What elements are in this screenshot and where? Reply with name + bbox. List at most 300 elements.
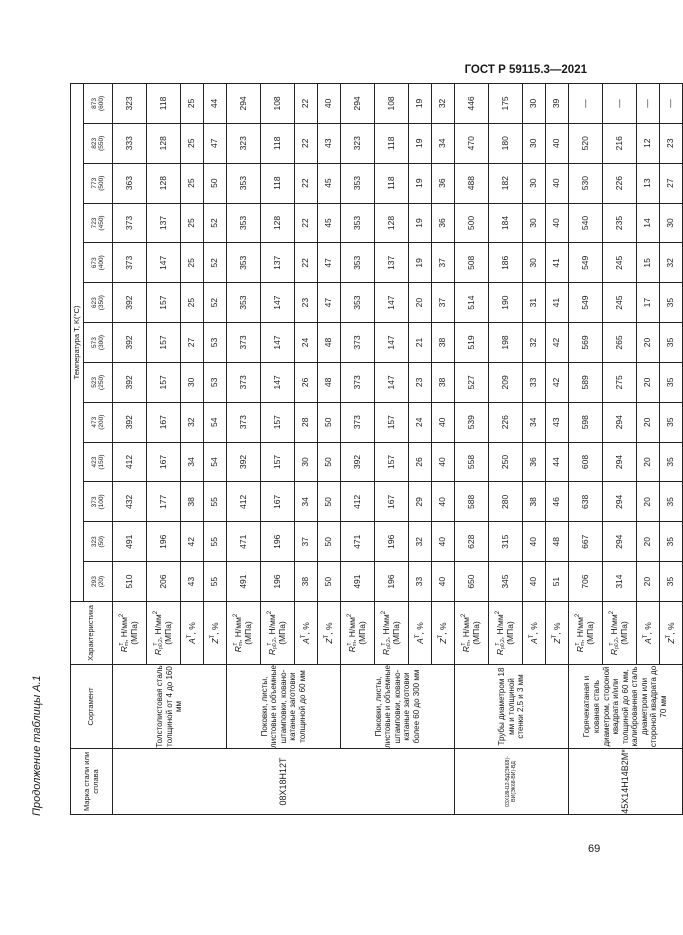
value-cell: 628 [455,522,489,562]
value-cell: 108 [375,84,409,124]
value-cell: 20 [637,362,660,402]
value-cell: 500 [455,203,489,243]
value-cell: 539 [455,402,489,442]
value-cell: 392 [113,362,147,402]
value-cell: 353 [227,243,261,283]
value-cell: 26 [295,362,318,402]
value-cell: 23 [409,362,432,402]
value-cell: 50 [318,402,341,442]
value-cell: 520 [569,123,603,163]
value-cell: 175 [489,84,523,124]
value-cell: 186 [489,243,523,283]
value-cell: 35 [660,362,683,402]
value-cell: 549 [569,243,603,283]
value-cell: 314 [603,562,637,602]
characteristic-cell: $A^T$, % [637,602,660,665]
value-cell: 25 [181,203,204,243]
value-cell: 412 [341,482,375,522]
value-cell: 44 [204,84,227,124]
value-cell: 491 [227,562,261,602]
value-cell: 39 [546,84,569,124]
value-cell: 30 [660,203,683,243]
value-cell: 41 [546,243,569,283]
value-cell: 488 [455,163,489,203]
temperature-header: 873 (600) [84,84,113,124]
value-cell: 118 [261,123,295,163]
value-cell: 294 [227,84,261,124]
value-cell: 650 [455,562,489,602]
value-cell: 45 [318,203,341,243]
characteristic-cell: $A^T$, % [409,602,432,665]
characteristic-cell: R T p0,2 , $Н/мм^2$ (МПа) [375,602,409,665]
value-cell: 25 [181,283,204,323]
value-cell: 30 [295,442,318,482]
characteristic-cell: $Z^T$, % [204,602,227,665]
value-cell: 527 [455,362,489,402]
value-cell: 48 [318,362,341,402]
value-cell: 12 [637,123,660,163]
value-cell: 558 [455,442,489,482]
value-cell: 42 [546,323,569,363]
value-cell: 40 [546,163,569,203]
value-cell: 353 [341,203,375,243]
value-cell: 275 [603,362,637,402]
value-cell: 29 [409,482,432,522]
value-cell: 147 [375,283,409,323]
value-cell: 196 [147,522,181,562]
value-cell: 25 [181,84,204,124]
value-cell: 34 [181,442,204,482]
value-cell: 167 [147,402,181,442]
value-cell: 19 [409,243,432,283]
value-cell: 294 [603,442,637,482]
value-cell: 27 [181,323,204,363]
value-cell: 157 [261,402,295,442]
characteristic-cell: R T m , $Н/мм^2$ (МПа) [227,602,261,665]
value-cell: 35 [660,522,683,562]
value-cell: 373 [227,362,261,402]
value-cell: 40 [318,84,341,124]
value-cell: 30 [181,362,204,402]
value-cell: 32 [181,402,204,442]
value-cell: 588 [455,482,489,522]
value-cell: 471 [227,522,261,562]
value-cell: 198 [489,323,523,363]
value-cell: 30 [523,84,546,124]
value-cell: 471 [341,522,375,562]
value-cell: 137 [261,243,295,283]
value-cell: 52 [204,283,227,323]
value-cell: 40 [432,562,455,602]
characteristic-cell: R T m , $Н/мм^2$ (МПа) [341,602,375,665]
value-cell: 353 [341,163,375,203]
value-cell: 147 [375,362,409,402]
value-cell: 34 [523,402,546,442]
value-cell: 54 [204,442,227,482]
value-cell: 32 [432,84,455,124]
header-characteristic: Характеристика [71,602,113,665]
value-cell: 157 [147,283,181,323]
value-cell: 167 [261,482,295,522]
value-cell: 470 [455,123,489,163]
value-cell: 128 [375,203,409,243]
temperature-header: 723 (450) [84,203,113,243]
value-cell: 157 [375,402,409,442]
value-cell: 157 [261,442,295,482]
value-cell: 40 [523,522,546,562]
value-cell: 46 [546,482,569,522]
characteristic-cell: $Z^T$, % [660,602,683,665]
value-cell: 47 [318,243,341,283]
value-cell: 216 [603,123,637,163]
value-cell: 24 [409,402,432,442]
value-cell: 47 [204,123,227,163]
value-cell: 157 [375,442,409,482]
table-row [455,84,489,815]
value-cell: 43 [546,402,569,442]
value-cell: 22 [295,163,318,203]
value-cell: 50 [318,442,341,482]
temperature-header: 323 (50) [84,522,113,562]
value-cell: 53 [204,362,227,402]
value-cell: 667 [569,522,603,562]
value-cell: 48 [318,323,341,363]
value-cell: 27 [660,163,683,203]
value-cell: 37 [295,522,318,562]
value-cell: 40 [432,442,455,482]
characteristic-cell: R T p0,2 , $Н/мм^2$ (МПа) [261,602,295,665]
value-cell: 40 [523,562,546,602]
value-cell: 373 [113,243,147,283]
value-cell: 23 [295,283,318,323]
value-cell: 40 [432,482,455,522]
characteristic-cell: R T p0,2 , $Н/мм^2$ (МПа) [489,602,523,665]
value-cell: 294 [603,522,637,562]
value-cell: 53 [204,323,227,363]
header-grade: Марка стали или сплава [71,749,113,815]
value-cell: 514 [455,283,489,323]
value-cell: 50 [204,163,227,203]
value-cell: 519 [455,323,489,363]
value-cell: 20 [637,323,660,363]
value-cell: 38 [432,323,455,363]
value-cell: 373 [113,203,147,243]
value-cell: 137 [375,243,409,283]
value-cell: 43 [181,562,204,602]
value-cell: 19 [409,203,432,243]
page-number: 69 [588,843,601,855]
sort-cell: Горячекатаная и кованая сталь диаметром, стороной квадрата и/или толщиной до 60 мм, калиброванная сталь диаметром или стороной квадрата до 70 мм [569,665,683,749]
value-cell: 373 [227,323,261,363]
value-cell: 315 [489,522,523,562]
value-cell: 55 [204,522,227,562]
value-cell: 373 [341,402,375,442]
value-cell: 118 [375,163,409,203]
value-cell: 54 [204,402,227,442]
value-cell: 147 [147,243,181,283]
value-cell: 32 [660,243,683,283]
value-cell: 392 [113,283,147,323]
characteristic-cell: $A^T$, % [295,602,318,665]
grade-cell: 45Х14Н14В2М* [569,749,683,815]
value-cell: — [637,84,660,124]
temperature-header: 523 (250) [84,362,113,402]
value-cell: 180 [489,123,523,163]
value-cell: 196 [261,562,295,602]
value-cell: 25 [181,163,204,203]
value-cell: 209 [489,362,523,402]
value-cell: 55 [204,562,227,602]
value-cell: 167 [375,482,409,522]
value-cell: 50 [318,482,341,522]
value-cell: 177 [147,482,181,522]
value-cell: 40 [432,402,455,442]
temperature-header: 773 (500) [84,163,113,203]
value-cell: 21 [409,323,432,363]
grade-cell: 08Х18Н12Т [113,749,455,815]
value-cell: 50 [318,522,341,562]
value-cell: 323 [113,84,147,124]
value-cell: 34 [432,123,455,163]
value-cell: 294 [341,84,375,124]
value-cell: 22 [295,243,318,283]
characteristic-cell: $Z^T$, % [546,602,569,665]
value-cell: 38 [295,562,318,602]
value-cell: 147 [375,323,409,363]
value-cell: 55 [204,482,227,522]
value-cell: 245 [603,283,637,323]
value-cell: 47 [318,283,341,323]
value-cell: 706 [569,562,603,602]
value-cell: 235 [603,203,637,243]
value-cell: 137 [147,203,181,243]
value-cell: 32 [409,522,432,562]
value-cell: 51 [546,562,569,602]
value-cell: 45 [318,163,341,203]
value-cell: 20 [637,442,660,482]
value-cell: 38 [432,362,455,402]
value-cell: 373 [341,362,375,402]
value-cell: 48 [546,522,569,562]
value-cell: 128 [147,163,181,203]
value-cell: 38 [181,482,204,522]
value-cell: 549 [569,283,603,323]
value-cell: 43 [318,123,341,163]
value-cell: 19 [409,123,432,163]
value-cell: 294 [603,482,637,522]
value-cell: 432 [113,482,147,522]
temperature-header: 623 (350) [84,283,113,323]
value-cell: — [660,84,683,124]
characteristic-cell: $Z^T$, % [318,602,341,665]
value-cell: 14 [637,203,660,243]
value-cell: 353 [227,283,261,323]
value-cell: 20 [409,283,432,323]
value-cell: 530 [569,163,603,203]
value-cell: 30 [523,163,546,203]
table-row [341,84,375,815]
value-cell: 182 [489,163,523,203]
value-cell: 412 [227,482,261,522]
value-cell: 353 [227,163,261,203]
characteristic-cell: $A^T$, % [181,602,204,665]
temperature-header: 573 (300) [84,323,113,363]
value-cell: 50 [318,562,341,602]
temperature-header: 823 (550) [84,123,113,163]
value-cell: 37 [432,243,455,283]
value-cell: 245 [603,243,637,283]
value-cell: 345 [489,562,523,602]
value-cell: 265 [603,323,637,363]
value-cell: 35 [660,482,683,522]
value-cell: 118 [261,163,295,203]
value-cell: — [569,84,603,124]
value-cell: 323 [227,123,261,163]
value-cell: 42 [546,362,569,402]
value-cell: 118 [375,123,409,163]
value-cell: 52 [204,203,227,243]
table-row [113,84,147,815]
value-cell: 196 [375,562,409,602]
value-cell: 35 [660,442,683,482]
value-cell: 52 [204,243,227,283]
value-cell: 32 [523,323,546,363]
value-cell: 17 [637,283,660,323]
rotated-table-container [70,83,676,815]
value-cell: 206 [147,562,181,602]
value-cell: 13 [637,163,660,203]
value-cell: 36 [523,442,546,482]
table-continuation-caption: Продолжение таблицы А.1 [31,675,43,816]
temperature-header: 373 (100) [84,482,113,522]
value-cell: 446 [455,84,489,124]
value-cell: 323 [341,123,375,163]
value-cell: 491 [113,522,147,562]
value-cell: 25 [181,243,204,283]
value-cell: 40 [432,522,455,562]
value-cell: 353 [227,203,261,243]
value-cell: 35 [660,283,683,323]
value-cell: 167 [147,442,181,482]
value-cell: 226 [603,163,637,203]
table-row [227,84,261,815]
value-cell: 33 [409,562,432,602]
header-sort: Сортамент [71,665,113,749]
value-cell: 250 [489,442,523,482]
header-temperature: Температура T, K(°C) [71,84,84,602]
value-cell: 35 [660,402,683,442]
sort-cell: Поковки, листы, листовые и объемные штамповки, ковано-катаные заготовки толщиной до 60 мм [227,665,341,749]
value-cell: 22 [295,123,318,163]
value-cell: 19 [409,163,432,203]
value-cell: 30 [523,203,546,243]
value-cell: 569 [569,323,603,363]
value-cell: 589 [569,362,603,402]
value-cell: 30 [523,243,546,283]
value-cell: 226 [489,402,523,442]
temperature-header: 293 (20) [84,562,113,602]
value-cell: 26 [409,442,432,482]
value-cell: 20 [637,562,660,602]
value-cell: 196 [261,522,295,562]
value-cell: 157 [147,323,181,363]
sort-cell: Толстолистовая сталь толщиной от 4 до 160 мм [113,665,227,749]
sort-cell: Поковки, листы, листовые и объемные штамповки, ковано-катаные заготовки более 60 до 300 мм [341,665,455,749]
value-cell: 373 [227,402,261,442]
characteristic-cell: R T m , $Н/мм^2$ (МПа) [455,602,489,665]
value-cell: 19 [409,84,432,124]
characteristic-cell: $Z^T$, % [432,602,455,665]
value-cell: 353 [341,283,375,323]
value-cell: 36 [432,203,455,243]
value-cell: 280 [489,482,523,522]
sort-cell: Трубы диаметром 18 мм и толщиной стенки 2,5 и 3 мм [455,665,569,749]
temperature-header: 673 (400) [84,243,113,283]
value-cell: 44 [546,442,569,482]
value-cell: 22 [295,84,318,124]
temperature-header: 423 (150) [84,442,113,482]
value-cell: 147 [261,362,295,402]
value-cell: 128 [261,203,295,243]
value-cell: 353 [341,243,375,283]
value-cell: 157 [147,362,181,402]
characteristic-cell: R T p0,2 , $Н/мм^2$ (МПа) [603,602,637,665]
value-cell: 42 [181,522,204,562]
value-cell: 128 [147,123,181,163]
value-cell: 392 [113,323,147,363]
value-cell: 31 [523,283,546,323]
value-cell: 30 [523,123,546,163]
value-cell: 34 [295,482,318,522]
characteristic-cell: R T m , $Н/мм^2$ (МПа) [569,602,603,665]
value-cell: 20 [637,402,660,442]
value-cell: 40 [546,203,569,243]
value-cell: 36 [432,163,455,203]
temperature-header: 473 (200) [84,402,113,442]
value-cell: 147 [261,323,295,363]
value-cell: 23 [660,123,683,163]
characteristic-cell: R T p0,2 , $Н/мм^2$ (МПа) [147,602,181,665]
value-cell: — [603,84,637,124]
value-cell: 294 [603,402,637,442]
value-cell: 392 [341,442,375,482]
value-cell: 147 [261,283,295,323]
value-cell: 598 [569,402,603,442]
value-cell: 508 [455,243,489,283]
value-cell: 28 [295,402,318,442]
value-cell: 392 [227,442,261,482]
value-cell: 638 [569,482,603,522]
value-cell: 41 [546,283,569,323]
value-cell: 333 [113,123,147,163]
value-cell: 196 [375,522,409,562]
characteristic-cell: R T m , $Н/мм^2$ (МПа) [113,602,147,665]
value-cell: 190 [489,283,523,323]
standard-code: ГОСТ Р 59115.3—2021 [464,64,587,76]
value-cell: 20 [637,482,660,522]
value-cell: 608 [569,442,603,482]
value-cell: 412 [113,442,147,482]
properties-table [70,83,683,815]
value-cell: 540 [569,203,603,243]
value-cell: 33 [523,362,546,402]
value-cell: 24 [295,323,318,363]
value-cell: 118 [147,84,181,124]
value-cell: 37 [432,283,455,323]
table-row [569,84,603,815]
value-cell: 22 [295,203,318,243]
value-cell: 25 [181,123,204,163]
